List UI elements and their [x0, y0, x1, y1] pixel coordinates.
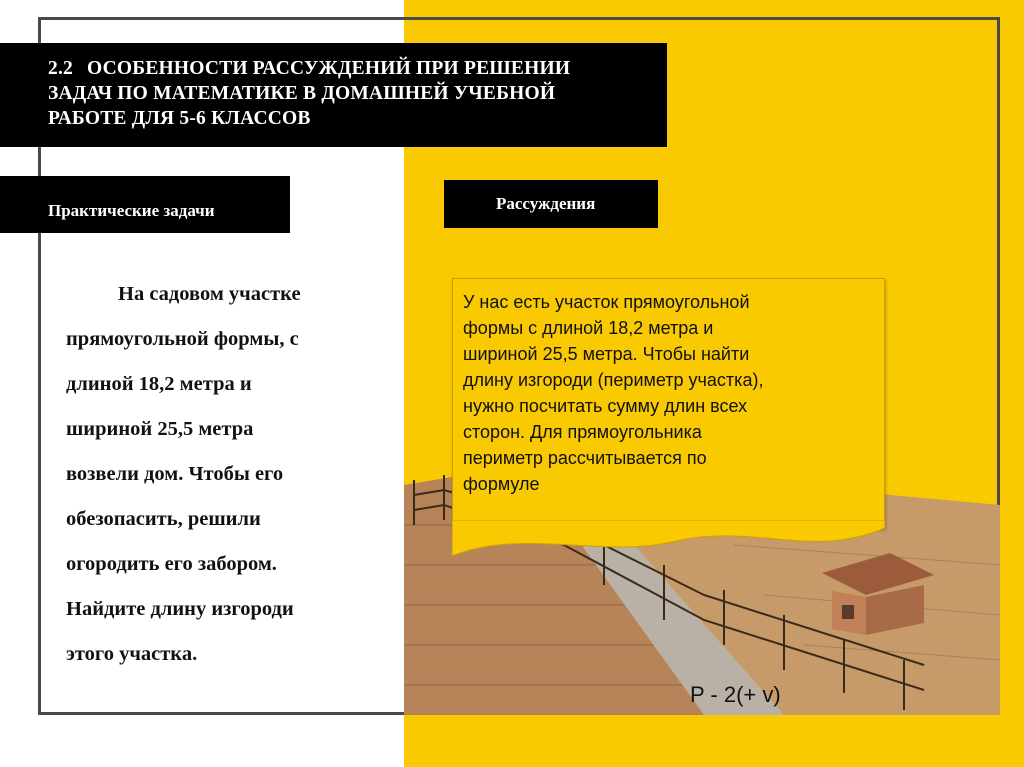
- title-line-3: РАБОТЕ ДЛЯ 5-6 КЛАССОВ: [48, 108, 311, 129]
- reasoning-line: формуле: [463, 474, 540, 494]
- reasoning-line: нужно посчитать сумму длин всех: [463, 396, 748, 416]
- title-line-2: ЗАДАЧ ПО МАТЕМАТИКЕ В ДОМАШНЕЙ УЧЕБНОЙ: [48, 83, 556, 104]
- task-line: обезопасить, решили: [66, 508, 261, 530]
- title-number: 2.2: [48, 58, 73, 79]
- task-line: Найдите длину изгороди: [66, 598, 294, 620]
- reasoning-line: периметр рассчитывается по: [463, 448, 707, 468]
- task-line: прямоугольной формы, с: [66, 328, 299, 350]
- tab-reasoning: Рассуждения: [444, 180, 658, 228]
- formula-handwriting: P - 2(+ v): [690, 682, 781, 707]
- task-line: огородить его забором.: [66, 553, 277, 575]
- task-line: этого участка.: [66, 643, 198, 665]
- task-line: На садовом участке: [118, 283, 301, 305]
- title-line-1: [48, 56, 651, 81]
- reasoning-note: [452, 278, 885, 528]
- reasoning-line: длину изгороди (периметр участка),: [463, 370, 764, 390]
- slide-title: [0, 43, 667, 147]
- task-line: длиной 18,2 метра и: [66, 373, 252, 395]
- reasoning-line: сторон. Для прямоугольника: [463, 422, 702, 442]
- title-text-1: ОСОБЕННОСТИ РАССУЖДЕНИЙ ПРИ РЕШЕНИИ: [86, 58, 571, 79]
- task-statement: [66, 272, 386, 677]
- reasoning-line: формы с длиной 18,2 метра и: [463, 318, 714, 338]
- reasoning-line: шириной 25,5 метра. Чтобы найти: [463, 344, 750, 364]
- task-line: возвели дом. Чтобы его: [66, 463, 284, 485]
- note-wave-edge: [452, 520, 885, 560]
- tab-practical-tasks: Практические задачи: [0, 176, 290, 233]
- reasoning-line: У нас есть участок прямоугольной: [463, 292, 750, 312]
- task-line: шириной 25,5 метра: [66, 418, 254, 440]
